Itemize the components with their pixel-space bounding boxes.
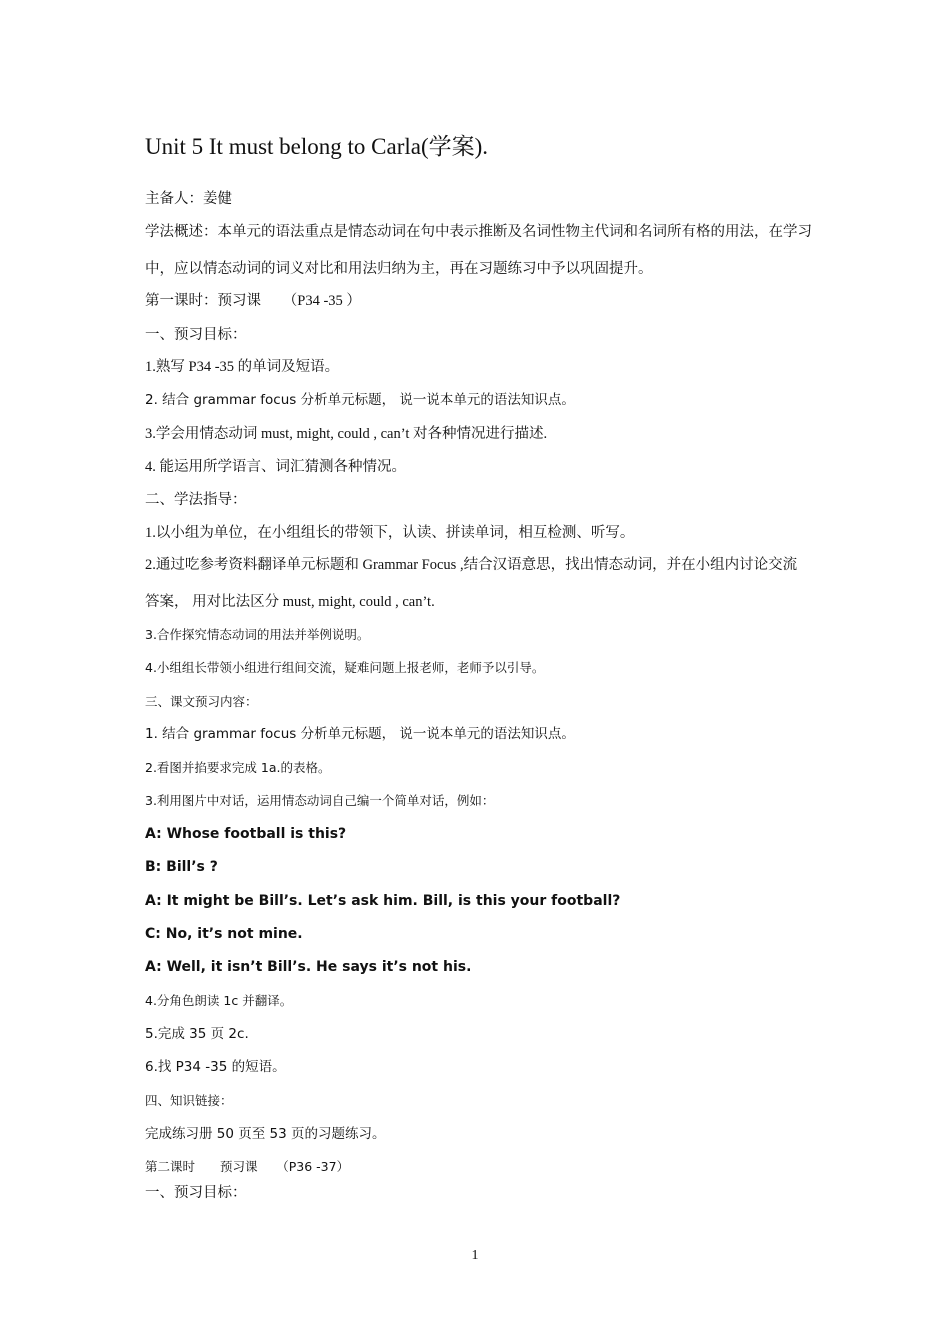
section-heading: 三、课文预习内容： xyxy=(145,694,258,709)
author-line: 主备人：姜健 xyxy=(145,191,232,207)
lesson-1-heading: 第一课时：预习课 （P34 -35 ） xyxy=(145,293,361,309)
section-heading: 二、学法指导： xyxy=(145,492,247,508)
list-item: 4.分角色朗读 1c 并翻译。 xyxy=(145,993,293,1008)
list-item: 完成练习册 50 页至 53 页的习题练习。 xyxy=(145,1126,386,1142)
dialogue-line: C: No, it’s not mine. xyxy=(145,926,303,942)
list-item: 2.通过吃参考资料翻译单元标题和 Grammar Focus ,结合汉语意思，找出情态动词，并在小组内讨论交流 xyxy=(145,557,798,573)
dialogue-line: B: Bill’s ? xyxy=(145,859,218,875)
list-item: 4.小组组长带领小组进行组间交流，疑难问题上报老师，老师予以引导。 xyxy=(145,660,545,675)
overview-line-1: 学法概述：本单元的语法重点是情态动词在句中表示推断及名词性物主代词和名词所有格的用法，在学习 xyxy=(145,224,812,240)
lesson-2-heading: 第二课时 预习课 （P36 -37） xyxy=(145,1159,350,1174)
list-item: 3.学会用情态动词 must, might, could , can’t 对各种情况进行描述. xyxy=(145,426,548,442)
dialogue-line: A: Whose football is this? xyxy=(145,826,347,842)
list-item: 3.合作探究情态动词的用法并举例说明。 xyxy=(145,627,370,642)
dialogue-line: A: It might be Bill’s. Let’s ask him. Bill, is this your football? xyxy=(145,893,621,909)
list-item: 2. 结合 grammar focus 分析单元标题， 说一说本单元的语法知识点。 xyxy=(145,392,575,408)
overview-line-2: 中，应以情态动词的词义对比和用法归纳为主，再在习题练习中予以巩固提升。 xyxy=(145,261,653,277)
list-item: 1.熟写 P34 -35 的单词及短语。 xyxy=(145,359,340,375)
section-heading: 一、预习目标： xyxy=(145,327,247,343)
section-heading: 四、知识链接： xyxy=(145,1093,233,1108)
list-item: 1. 结合 grammar focus 分析单元标题， 说一说本单元的语法知识点。 xyxy=(145,726,575,742)
section-heading: 一、预习目标： xyxy=(145,1185,247,1201)
list-item-continuation: 答案， 用对比法区分 must, might, could , can’t. xyxy=(145,594,435,610)
dialogue-line: A: Well, it isn’t Bill’s. He says it’s not his. xyxy=(145,959,472,975)
document-title: Unit 5 It must belong to Carla(学案). xyxy=(145,134,489,159)
list-item: 4. 能运用所学语言、词汇猜测各种情况。 xyxy=(145,459,406,475)
list-item: 3.利用图片中对话，运用情态动词自己编一个简单对话，例如： xyxy=(145,793,495,808)
list-item: 6.找 P34 -35 的短语。 xyxy=(145,1059,286,1075)
page-number: 1 xyxy=(471,1248,479,1263)
list-item: 1.以小组为单位，在小组组长的带领下，认读、拼读单词，相互检测、听写。 xyxy=(145,525,635,541)
list-item: 5.完成 35 页 2c. xyxy=(145,1026,249,1042)
list-item: 2.看图并掐要求完成 1a.的表格。 xyxy=(145,760,331,775)
